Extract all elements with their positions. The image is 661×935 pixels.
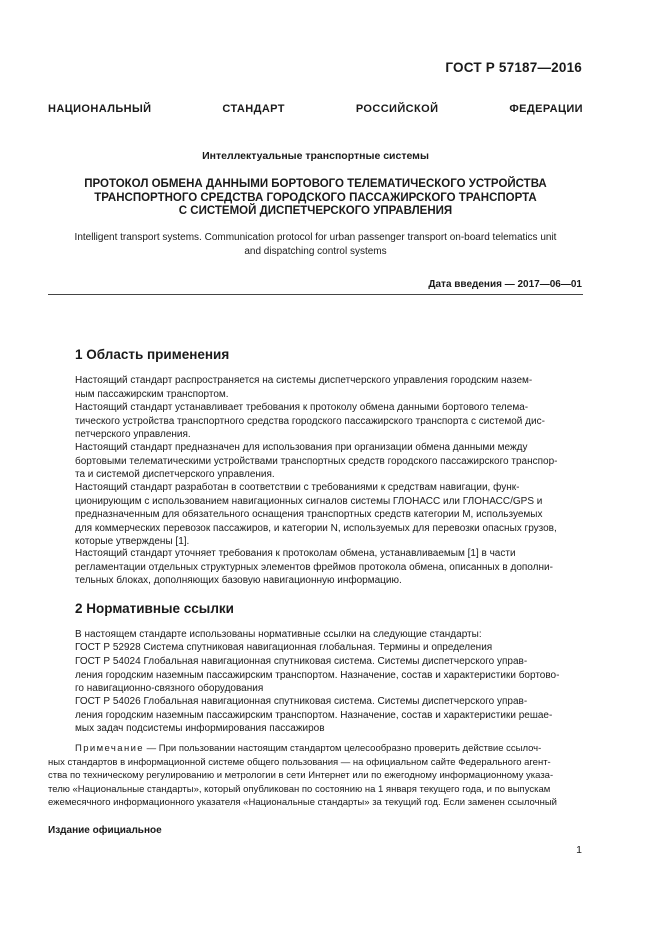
- section-1-paragraph: Настоящий стандарт разработан в соответствии с требованиями к средствам навигации, функ- ционирующим с использованием навигационных сигналов системы ГЛОНАСС или ГЛОНАСС/GPS и предназначенным для обязательного оснащения транспортных средств категории М, используемых для коммерческих перевозок пассажиров, и категории N, используемых для перевозки опасных грузов, которые утверждены [1].: [75, 482, 557, 547]
- document-series: Интеллектуальные транспортные системы: [202, 150, 429, 162]
- national-standard-banner: НАЦИОНАЛЬНЫЙ СТАНДАРТ РОССИЙСКОЙ ФЕДЕРАЦИИ: [48, 103, 583, 115]
- section-2-heading: 2 Нормативные ссылки: [75, 601, 234, 616]
- page-number: 1: [576, 844, 582, 856]
- section-1-paragraph: Настоящий стандарт распространяется на системы диспетчерского управления городским назем- ным пассажирским транспортом.: [75, 375, 533, 400]
- document-title: [48, 178, 583, 219]
- english-title-line: Intelligent transport systems. Communication protocol for urban passenger transport on-board telematics unit: [74, 232, 557, 243]
- note-first-line: [48, 742, 583, 756]
- title-line: ТРАНСПОРТНОГО СРЕДСТВА ГОРОДСКОГО ПАССАЖИРСКОГО ТРАНСПОРТА: [94, 191, 537, 204]
- section-2-paragraph: В настоящем стандарте использованы нормативные ссылки на следующие стандарты:: [75, 629, 482, 640]
- english-title-line: and dispatching control systems: [244, 245, 387, 257]
- section-1-heading: 1 Область применения: [75, 347, 230, 362]
- normative-reference: ГОСТ Р 54026 Глобальная навигационная спутниковая система. Системы диспетчерского управ- ления городским наземным пассажирским транспортом. Назначение, состав и характеристики решае- мых задач подсистемы информирования пассажиров: [75, 696, 553, 734]
- note-line: телю «Национальные стандарты», который опубликован по состоянию на 1 января текущего года, и по выпускам: [48, 783, 551, 795]
- title-line: ПРОТОКОЛ ОБМЕНА ДАННЫМИ БОРТОВОГО ТЕЛЕМАТИЧЕСКОГО УСТРОЙСТВА: [84, 178, 547, 190]
- note-line: ных стандартов в информационной системе общего пользования — на официальном сайте Федерального агент-: [48, 756, 551, 768]
- note-line: ежемесячного информационного указателя «Национальные стандарты» за текущий год. Если заменен ссылочный: [48, 797, 557, 809]
- section-1-paragraph: Настоящий стандарт предназначен для использования при организации обмена данными между бортовыми телематическими устройствами транспортных средств городского пассажирского транспор- та и системой диспетчерского управления.: [75, 442, 558, 480]
- english-title: [48, 231, 583, 258]
- normative-reference: ГОСТ Р 52928 Система спутниковая навигационная глобальная. Термины и определения: [75, 642, 493, 653]
- official-edition-label: Издание официальное: [48, 825, 162, 836]
- note-block: [48, 742, 583, 810]
- introduction-date: Дата введения — 2017—06—01: [428, 279, 582, 290]
- note-first-line-text: — При пользовании настоящим стандартом целесообразно проверить действие ссылоч-: [144, 743, 542, 754]
- title-line: С СИСТЕМОЙ ДИСПЕТЧЕРСКОГО УПРАВЛЕНИЯ: [178, 205, 453, 217]
- section-1-paragraph: Настоящий стандарт уточняет требования к протоколам обмена, устанавливаемым [1] в части регламентации отдельных структурных элементов фреймов протокола обмена, описанных в дополни- тельных блоках, дополняющих базовую навигационную информацию.: [75, 548, 553, 586]
- section-1-paragraph: Настоящий стандарт устанавливает требования к протоколу обмена данными бортового телема- тического устройства транспортного средства городского пассажирского транспорта с системой дис- петчерского управления.: [75, 402, 545, 440]
- note-line: ства по техническому регулированию и метрологии в сети Интернет или по ежегодному информационному указа-: [48, 770, 554, 782]
- note-label: Примечание: [75, 743, 144, 754]
- normative-reference: ГОСТ Р 54024 Глобальная навигационная спутниковая система. Системы диспетчерского управ- ления городским наземным пассажирским транспортом. Назначение, состав и характеристики бортово- го навигационно-связного оборудования: [75, 656, 560, 694]
- divider-line: [48, 294, 583, 295]
- standard-code: ГОСТ Р 57187—2016: [445, 60, 582, 75]
